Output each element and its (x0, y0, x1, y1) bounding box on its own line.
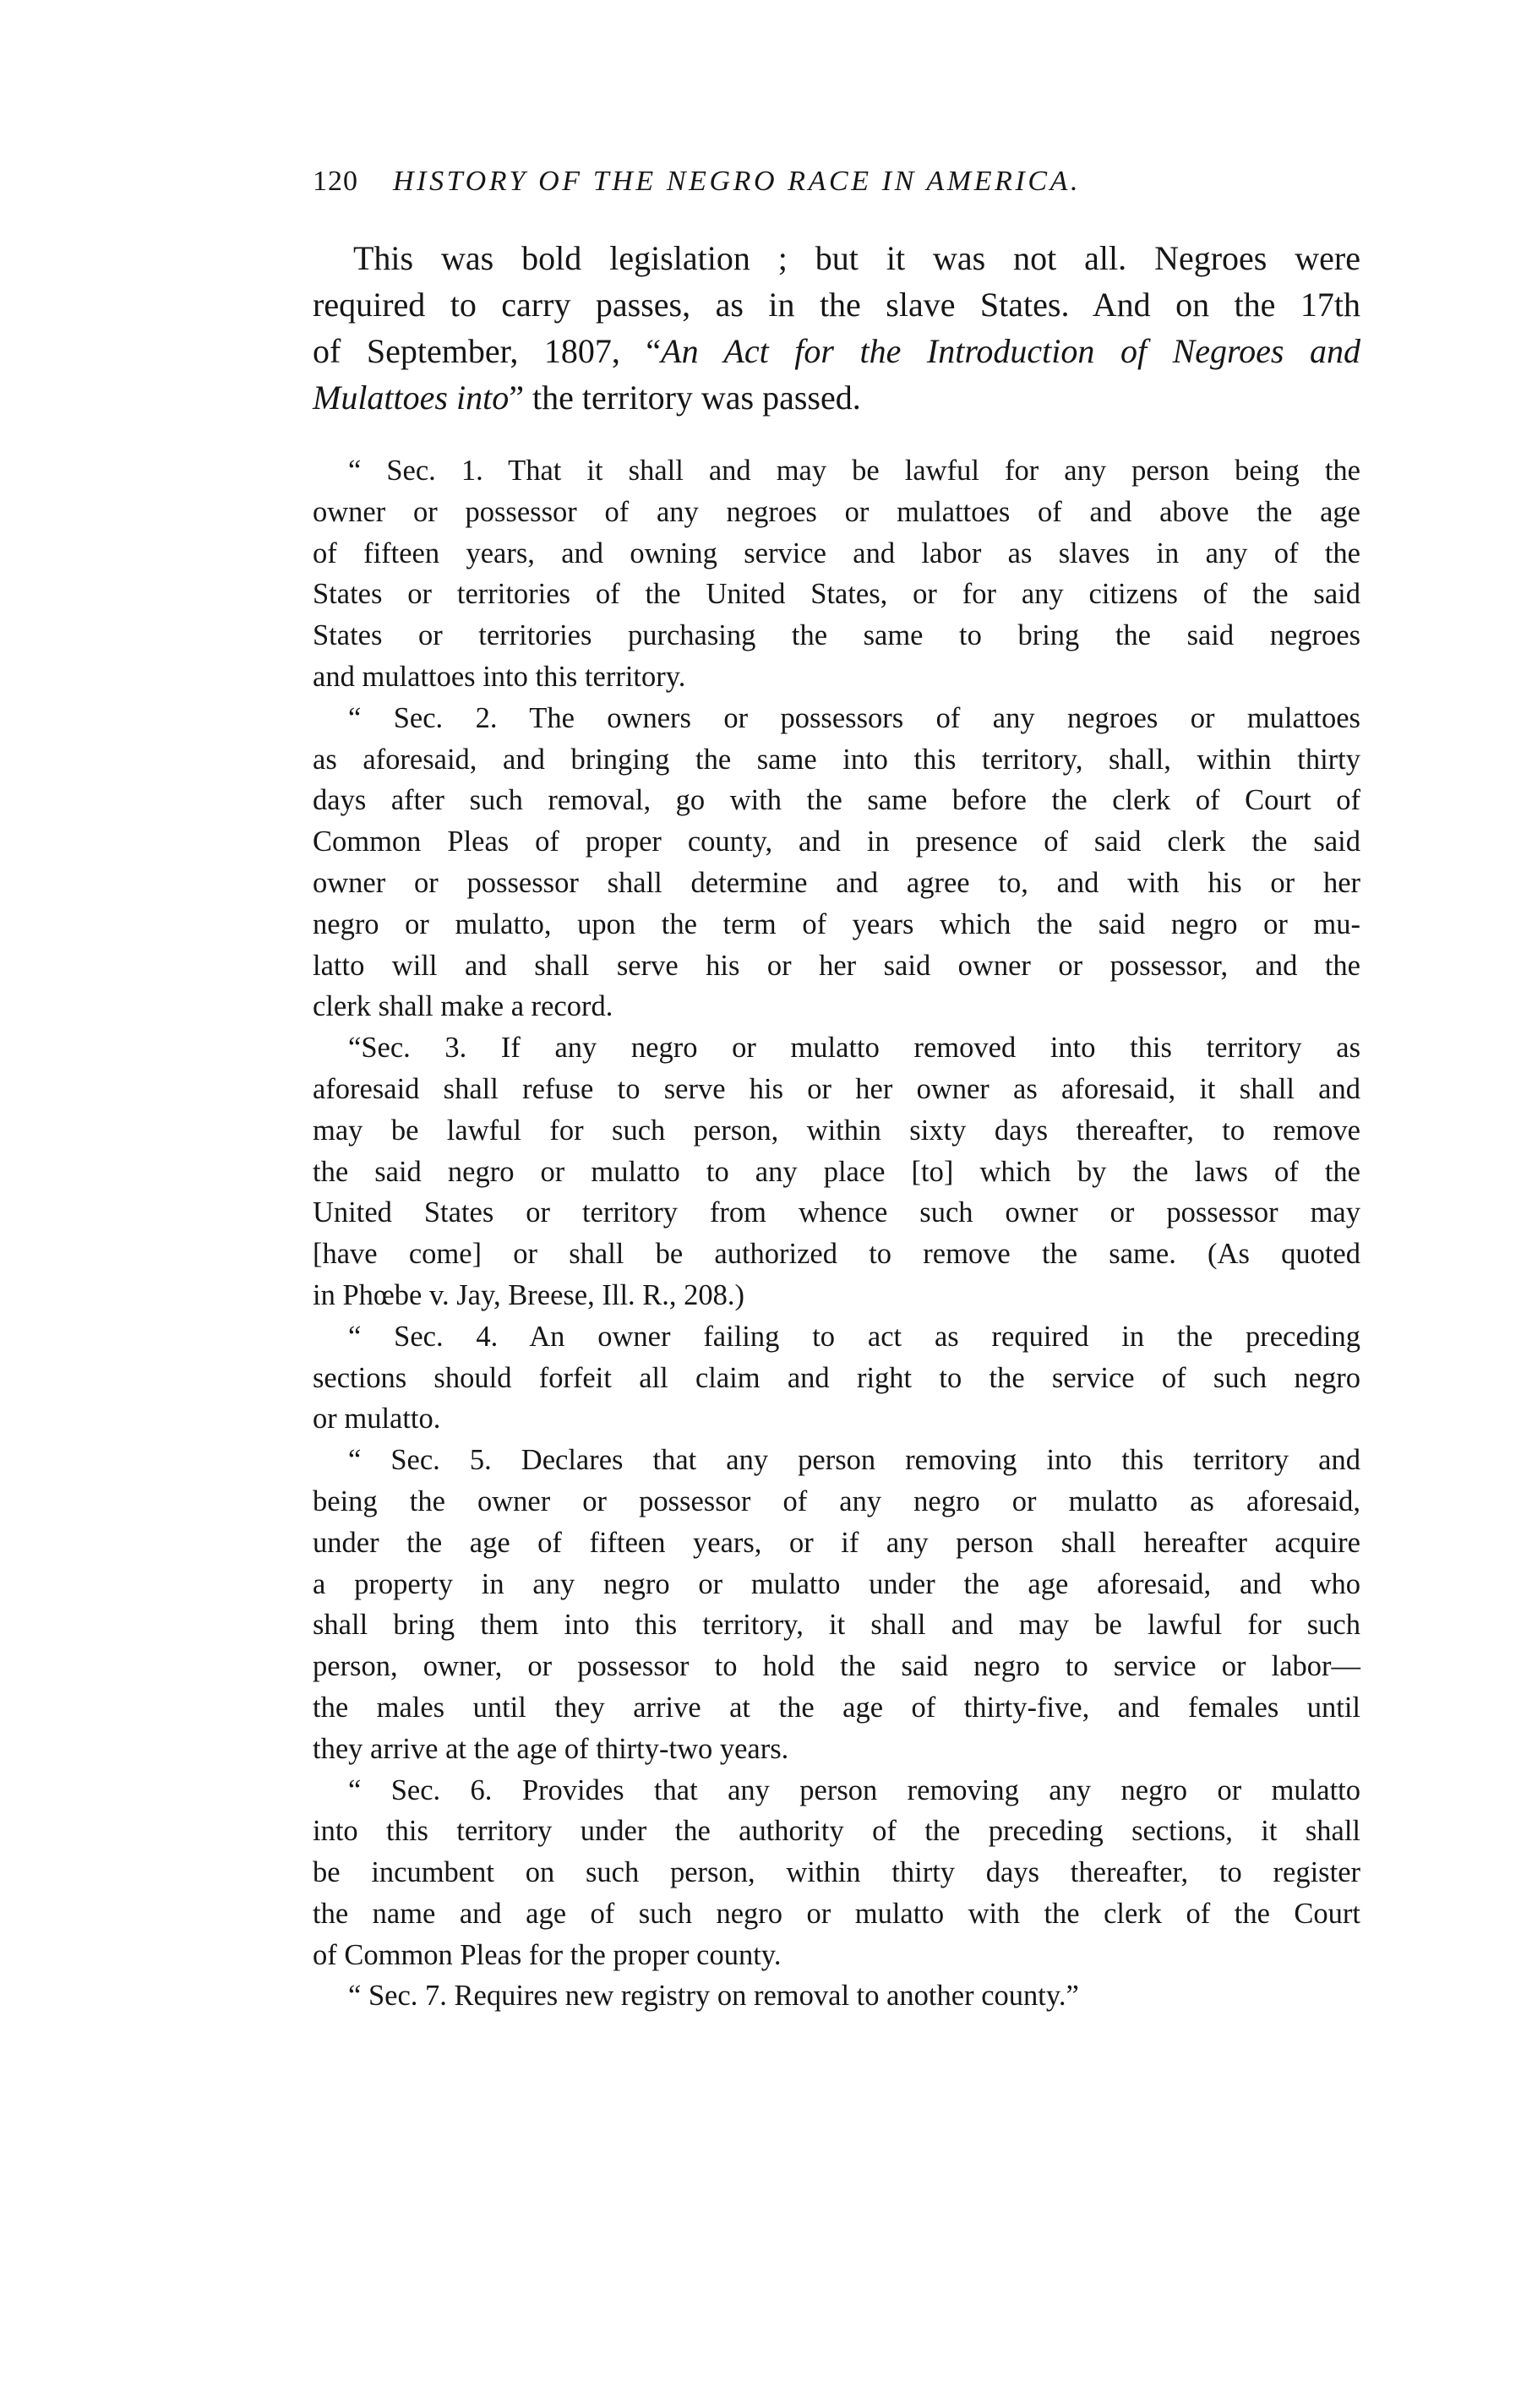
text-line: as aforesaid, and bringing the same into this territory, shall, within thirty (313, 743, 1360, 776)
text-line: latto will and shall serve his or her said owner or possessor, and the (313, 949, 1360, 982)
text-line: negro or mulatto, upon the term of years which the said negro or mu- (313, 907, 1360, 940)
text-line: States or territories of the United States, or for any citizens of the said (313, 578, 1360, 611)
text-line: “Sec. 3. If any negro or mulatto removed into this territory as (348, 1032, 1360, 1065)
text-line: of fifteen years, and owning service and labor as slaves in any of the (313, 537, 1360, 569)
text-line: in Phœbe v. Jay, Breese, Ill. R., 208.) (313, 1278, 745, 1311)
text-line: “ Sec. 4. An owner failing to act as required in the preceding (348, 1320, 1360, 1353)
section-4 (313, 1316, 1360, 1440)
text-line: [have come] or shall be authorized to remove the same. (As quoted (313, 1238, 1360, 1271)
text-line: under the age of fifteen years, or if any person shall hereafter acquire (313, 1526, 1360, 1559)
text-line: into this territory under the authority of the preceding sections, it shall (313, 1815, 1360, 1848)
text-line: be incumbent on such person, within thirty days thereafter, to register (313, 1856, 1360, 1889)
text-line: required to carry passes, as in the slave States. And on the 17th (313, 286, 1360, 324)
text-line: sections should forfeit all claim and right to the service of such negro (313, 1361, 1360, 1394)
act-title-italic: Mulattoes into (313, 379, 510, 417)
section-3 (313, 1027, 1360, 1316)
text-line: days after such removal, go with the same before the clerk of Court of (313, 784, 1360, 817)
text-line: “ Sec. 6. Provides that any person removing any negro or mulatto (348, 1773, 1360, 1806)
text-line: they arrive at the age of thirty-two years. (313, 1732, 789, 1765)
text-line (313, 328, 1360, 374)
text-line: United States or territory from whence such owner or possessor may (313, 1196, 1360, 1229)
text-line: This was bold legislation ; but it was not all. Negroes were (353, 239, 1360, 277)
section-6 (313, 1770, 1360, 1976)
text-line: a property in any negro or mulatto under the age aforesaid, and who (313, 1567, 1360, 1600)
section-1 (313, 450, 1360, 698)
section-2 (313, 698, 1360, 1027)
text-line: “ Sec. 7. Requires new registry on removal to another county.” (348, 1980, 1079, 2013)
text-line: and mulattoes into this territory. (313, 660, 686, 693)
text-line: the males until they arrive at the age of thirty-five, and females until (313, 1691, 1360, 1724)
text-segment: ” the territory was passed. (509, 379, 861, 417)
text-line (313, 374, 1360, 421)
text-line: States or territories purchasing the same to bring the said negroes (313, 619, 1360, 652)
text-line: or mulatto. (313, 1403, 441, 1436)
text-line: of Common Pleas for the proper county. (313, 1938, 782, 1971)
quoted-act-sections (313, 450, 1360, 2017)
text-segment: of September, 1807, “ (313, 332, 662, 370)
intro-paragraph (313, 235, 1360, 421)
text-line: owner or possessor shall determine and agree to, and with his or her (313, 866, 1360, 899)
text-line: “ Sec. 1. That it shall and may be lawful for any person being the (348, 455, 1360, 487)
text-line: aforesaid shall refuse to serve his or her owner as aforesaid, it shall and (313, 1072, 1360, 1105)
running-title: HISTORY OF THE NEGRO RACE IN AMERICA. (393, 166, 1082, 197)
text-line: clerk shall make a record. (313, 990, 613, 1023)
text-line: owner or possessor of any negroes or mulattoes of and above the age (313, 495, 1360, 528)
text-line: may be lawful for such person, within sixty days thereafter, to remove (313, 1114, 1360, 1147)
text-line: person, owner, or possessor to hold the said negro to service or labor— (313, 1650, 1360, 1683)
text-line: “ Sec. 2. The owners or possessors of any negroes or mulattoes (348, 701, 1360, 734)
running-head (313, 161, 1360, 203)
section-5 (313, 1440, 1360, 1769)
act-title-italic: An Act for the Introduction of Negroes and (661, 332, 1360, 370)
page-number: 120 (313, 166, 358, 197)
text-line: the said negro or mulatto to any place [to] which by the laws of the (313, 1155, 1360, 1188)
section-7 (313, 1975, 1360, 2017)
text-line: being the owner or possessor of any negro or mulatto as aforesaid, (313, 1485, 1360, 1517)
text-line: “ Sec. 5. Declares that any person removing into this territory and (348, 1444, 1360, 1477)
text-line: the name and age of such negro or mulatto with the clerk of the Court (313, 1897, 1360, 1930)
text-line: shall bring them into this territory, it shall and may be lawful for such (313, 1609, 1360, 1642)
text-line: Common Pleas of proper county, and in presence of said clerk the said (313, 825, 1360, 858)
